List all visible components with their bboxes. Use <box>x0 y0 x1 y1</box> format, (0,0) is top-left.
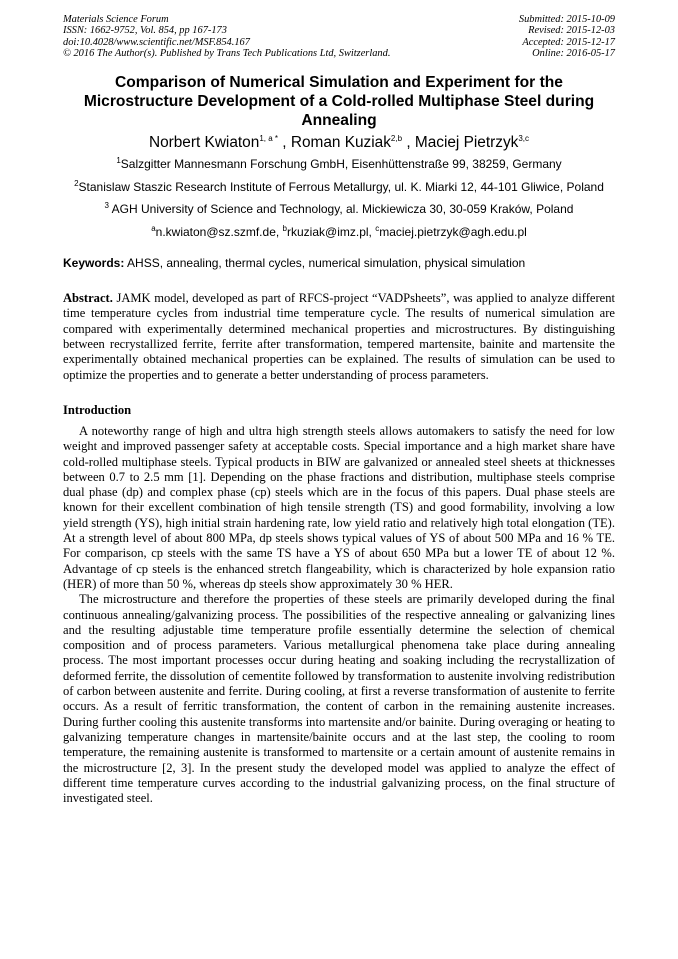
affiliation-text: AGH University of Science and Technology, al. Mickiewicza 30, 30-059 Kraków, Poland <box>108 202 574 217</box>
author-name: Norbert Kwiaton <box>148 134 260 152</box>
author-superscript: 2,b <box>390 134 403 144</box>
paper-title: Comparison of Numerical Simulation and Experiment for the Microstructure Development of a Cold-rolled Multiphase Steel during Annealing <box>83 74 595 130</box>
affiliation-superscript: 2 <box>74 178 79 188</box>
affiliation <box>63 180 615 196</box>
author-superscript: 3,c <box>518 134 530 144</box>
author-superscript: 1, a * <box>259 134 278 144</box>
doi-line[interactable]: doi:10.4028/www.scientific.net/MSF.854.167 <box>63 36 250 48</box>
journal-name: Materials Science Forum <box>63 14 169 25</box>
email-superscript: b <box>282 223 287 233</box>
online-date: Online: 2016-05-17 <box>532 47 615 59</box>
section-heading-introduction: Introduction <box>63 402 132 417</box>
abstract-text: JAMK model, developed as part of RFCS-project “VADPsheets”, was applied to analyze different time temperature cycles from industrial time temperature cycle. The results of numerical simulation are compared with experimentally determined mechanical properties and microstructures. By distinguishing between recrystallized ferrite, ferrite after transformation, tempered martensite, bainite and martensite the experimentally obtained mechanical properties can be explained. The results of simulation can be used to optimize the properties and to generate a better understanding of process parameters. <box>63 291 615 382</box>
abstract-label: Abstract. <box>63 291 113 306</box>
header-left <box>63 14 390 59</box>
copyright-line: © 2016 The Author(s). Published by Trans Tech Publications Ltd, Switzerland. <box>63 47 391 59</box>
accepted-date: Accepted: 2015-12-17 <box>522 36 615 48</box>
email-address[interactable]: n.kwiaton@sz.szmf.de <box>155 224 276 239</box>
body-paragraph: The microstructure and therefore the properties of these steels are primarily developed during the final continuous annealing/galvanizing process. The possibilities of the respective annealing or galvanizing lines and the resulting adjustable time temperature profile essentially determine the selection of chemical composition and of process parameters. Various metallurgical phenomena take place during annealing process. The most important processes occur during heating and soaking including the recrystallization of deformed ferrite, the dissolution of cementite followed by transformation to austenite involving redistribution of carbon between austenite and ferrite. During cooling, at first a reverse transformation of austenite to ferrite occurs. As a result of ferritic transformation, the content of carbon in the remaining austenite increases. During further cooling this austenite transforms into martensite and/or bainite. During overaging or heating to galvanizing temperature changes in martensite/bainite occurs and at the last step, the cooling to room temperature, the remaining austenite is transformed to martensite or a certain amount of austenite remains in the microstructure [2, 3]. In the present study the developed model was applied to analyze the effect of different time temperature curves according to the industrial galvanizing process, on the final structure of investigated steel. <box>63 592 615 806</box>
keywords-label: Keywords: <box>63 256 125 271</box>
submitted-date: Submitted: 2015-10-09 <box>518 14 615 25</box>
email-superscript: c <box>375 223 380 233</box>
affiliation <box>63 157 615 173</box>
keywords-line <box>63 256 615 271</box>
affiliation-text: Stanislaw Staszic Research Institute of Ferrous Metallurgy, ul. K. Miarki 12, 44-101 Gliwice, Poland <box>78 179 604 194</box>
email-superscript: a <box>151 223 156 233</box>
author-name: Roman Kuziak <box>290 134 391 152</box>
affiliation-text: Salzgitter Mannesmann Forschung GmbH, Eisenhüttenstraße 99, 38259, Germany <box>120 157 562 172</box>
keywords-text: AHSS, annealing, thermal cycles, numerical simulation, physical simulation <box>127 256 526 271</box>
email-address[interactable]: rkuziak@imz.pl <box>287 224 369 239</box>
affiliation-superscript: 1 <box>116 156 121 166</box>
publication-header <box>63 14 615 59</box>
body-paragraph: A noteworthy range of high and ultra high strength steels allows automakers to satisfy the need for low weight and improved passenger safety at acceptable costs. Special importance and a high market share have cold-rolled multiphase steels. Typical products in BIW are galvanized or annealed steel sheets at thicknesses between 0.7 to 2.5 mm [1]. Depending on the phase fractions and distribution, multiphase steels comprise dual phase (dp) and complex phase (cp) steels which are in the focus of this papers. Dual phase steels are known for their excellent combination of high tensile strength (TS) and good formability, involving a low yield strength (YS), high initial strain hardening rate, low yield ratio and relatively high total elongation (TE). At a strength level of about 800 MPa, dp steels shows typical values of YS of about 500 MPa and 16 % TE. For comparison, cp steels with the same TS have a YS of about 650 MPa but a lower TE of about 12 %. Advantage of cp steels is the enhanced stretch flangeability, which is characterized by hole expansion ratio (HER) of more than 50 %, whereas dp steels show approximately 30 % HER. <box>63 423 615 591</box>
author-list: Norbert Kwiaton$^{1, a *}$ , Roman Kuziak$^{2,b}$ , Maciej Pietrzyk$^{3,c}$ <box>148 134 530 152</box>
issn-line: ISSN: 1662-9752, Vol. 854, pp 167-173 <box>63 25 227 37</box>
email-list: $^a$n.kwiaton@sz.szmf.de, $^b$rkuziak@imz.pl, $^c$maciej.pietrzyk@agh.edu.pl <box>151 223 527 239</box>
affiliation-superscript: 3 <box>104 201 109 211</box>
revised-date: Revised: 2015-12-03 <box>528 25 615 37</box>
author-name: Maciej Pietrzyk <box>414 134 519 152</box>
email-address[interactable]: maciej.pietrzyk@agh.edu.pl <box>379 224 527 239</box>
abstract-paragraph <box>63 291 615 383</box>
header-right <box>519 14 615 59</box>
affiliation <box>63 202 615 218</box>
